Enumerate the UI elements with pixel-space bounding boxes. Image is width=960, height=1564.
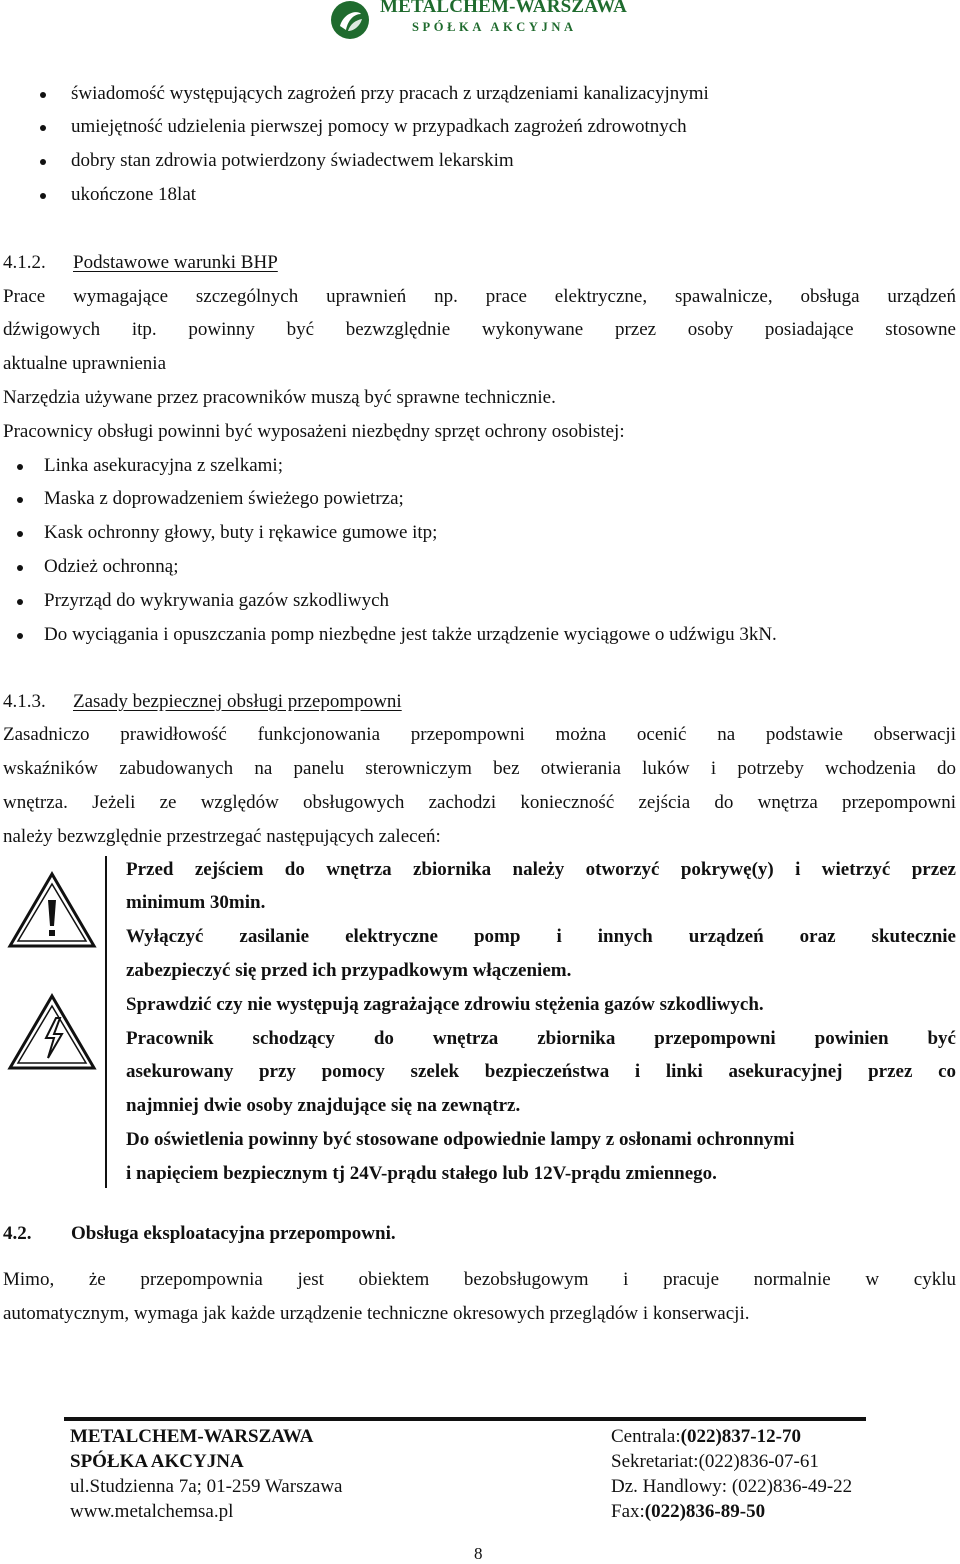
warning-divider — [105, 856, 107, 1188]
paragraph: Narzędzia używane przez pracowników muszą być sprawne technicznie. — [3, 387, 556, 408]
warning-line: Pracownik schodzący do wnętrza zbiornika przepompowni powinien być — [126, 1028, 956, 1049]
bullet-dot — [40, 193, 46, 199]
list-item: umiejętność udzielenia pierwszej pomocy w przypadkach zagrożeń zdrowotnych — [71, 116, 687, 137]
brand-name: METALCHEM-WARSZAWA — [380, 0, 628, 17]
bullet-dot — [17, 497, 23, 503]
warning-line: zabezpieczyć się przed ich przypadkowym włączeniem. — [126, 960, 572, 981]
section-number: 4.1.2. — [3, 252, 46, 273]
warning-line: Sprawdzić czy nie występują zagrażające zdrowiu stężenia gazów szkodliwych. — [126, 994, 764, 1015]
bullet-dot — [17, 531, 23, 537]
bullet-dot — [17, 633, 23, 639]
section-title: Obsługa eksploatacyjna przepompowni. — [71, 1223, 396, 1244]
footer-company: METALCHEM-WARSZAWA — [70, 1426, 314, 1447]
warning-exclamation-icon — [6, 870, 98, 950]
brand-subtitle: SPÓŁKA AKCYJNA — [412, 20, 577, 34]
centrala-value: (022)837-12-70 — [680, 1426, 801, 1447]
warning-line: Wyłączyć zasilanie elektryczne pomp i innych urządzeń oraz skutecznie — [126, 926, 956, 947]
warning-line: i napięciem bezpiecznym tj 24V-prądu stałego lub 12V-prądu zmiennego. — [126, 1163, 717, 1184]
list-item: świadomość występujących zagrożeń przy pracach z urządzeniami kanalizacyjnymi — [71, 83, 709, 104]
footer-company-type: SPÓŁKA AKCYJNA — [70, 1451, 244, 1472]
fax-value: (022)836-89-50 — [644, 1501, 766, 1522]
bullet-dot — [17, 599, 23, 605]
list-item: Przyrząd do wykrywania gazów szkodliwych — [44, 590, 390, 611]
paragraph-line: aktualne uprawnienia — [3, 353, 167, 374]
bullet-dot — [40, 159, 46, 165]
warning-line: minimum 30min. — [126, 892, 266, 913]
list-item: Odzież ochronną; — [44, 556, 179, 577]
company-logo-icon — [330, 0, 370, 40]
list-item: Kask ochronny głowy, buty i rękawice gumowe itp; — [44, 522, 438, 543]
list-item: Linka asekuracyjna z szelkami; — [44, 455, 283, 476]
paragraph-line: należy bezwzględnie przestrzegać następujących zaleceń: — [3, 826, 441, 847]
fax-label: Fax: — [611, 1501, 645, 1522]
warning-line: asekurowany przy pomocy szelek bezpieczeństwa i linki asekuracyjnej przez co — [126, 1061, 956, 1082]
footer-fax — [611, 1500, 765, 1524]
section-title: Zasady bezpiecznej obsługi przepompowni — [73, 691, 402, 712]
bullet-dot — [17, 464, 23, 470]
paragraph-line: wskaźników zabudowanych na panelu sterowniczym bez otwierania luków i potrzeby wchodzenia do — [3, 758, 956, 779]
paragraph-line: Prace wymagające szczególnych uprawnień np. prace elektryczne, spawalnicze, obsługa urządzeń — [3, 286, 956, 307]
warning-line: najmniej dwie osoby znajdujące się na zewnątrz. — [126, 1095, 521, 1116]
section-number: 4.2. — [3, 1223, 32, 1244]
paragraph-line: Mimo, że przepompownia jest obiektem bezobsługowym i pracuje normalnie w cyklu — [3, 1269, 956, 1290]
section-title: Podstawowe warunki BHP — [73, 252, 278, 273]
footer-website: www.metalchemsa.pl — [70, 1501, 234, 1522]
list-item: dobry stan zdrowia potwierdzony świadectwem lekarskim — [71, 150, 514, 171]
page-number: 8 — [474, 1544, 483, 1563]
bullet-dot — [40, 125, 46, 131]
bullet-dot — [17, 565, 23, 571]
electric-hazard-icon — [6, 992, 98, 1072]
page-header — [330, 0, 660, 44]
warning-line: Przed zejściem do wnętrza zbiornika należy otworzyć pokrywę(y) i wietrzyć przez — [126, 859, 956, 880]
centrala-label: Centrala: — [611, 1426, 681, 1447]
footer-rule — [64, 1417, 866, 1421]
section-number: 4.1.3. — [3, 691, 46, 712]
paragraph-line: Zasadniczo prawidłowość funkcjonowania przepompowni można ocenić na podstawie obserwacji — [3, 724, 956, 745]
footer-handlowy: Dz. Handlowy: (022)836-49-22 — [611, 1476, 853, 1497]
warning-line: Do oświetlenia powinny być stosowane odpowiednie lampy z osłonami ochronnymi — [126, 1129, 795, 1150]
list-item: ukończone 18lat — [71, 184, 197, 205]
paragraph-line: wnętrza. Jeżeli ze względów obsługowych zachodzi konieczność zejścia do wnętrza przepompowni — [3, 792, 956, 813]
bullet-dot — [40, 92, 46, 98]
footer-address: ul.Studzienna 7a; 01-259 Warszawa — [70, 1476, 343, 1497]
paragraph-line: automatycznym, wymaga jak każde urządzenie techniczne okresowych przeglądów i konserwacji. — [3, 1303, 750, 1324]
paragraph: Pracownicy obsługi powinni być wyposażeni niezbędny sprzęt ochrony osobistej: — [3, 421, 625, 442]
list-item: Do wyciągania i opuszczania pomp niezbędne jest także urządzenie wyciągowe o udźwigu 3kN. — [44, 624, 777, 645]
list-item: Maska z doprowadzeniem świeżego powietrza; — [44, 488, 404, 509]
paragraph-line: dźwigowych itp. powinny być bezwzględnie wykonywane przez osoby posiadające stosowne — [3, 319, 956, 340]
footer-centrala — [611, 1425, 801, 1449]
footer-sekretariat: Sekretariat:(022)836-07-61 — [611, 1451, 819, 1472]
